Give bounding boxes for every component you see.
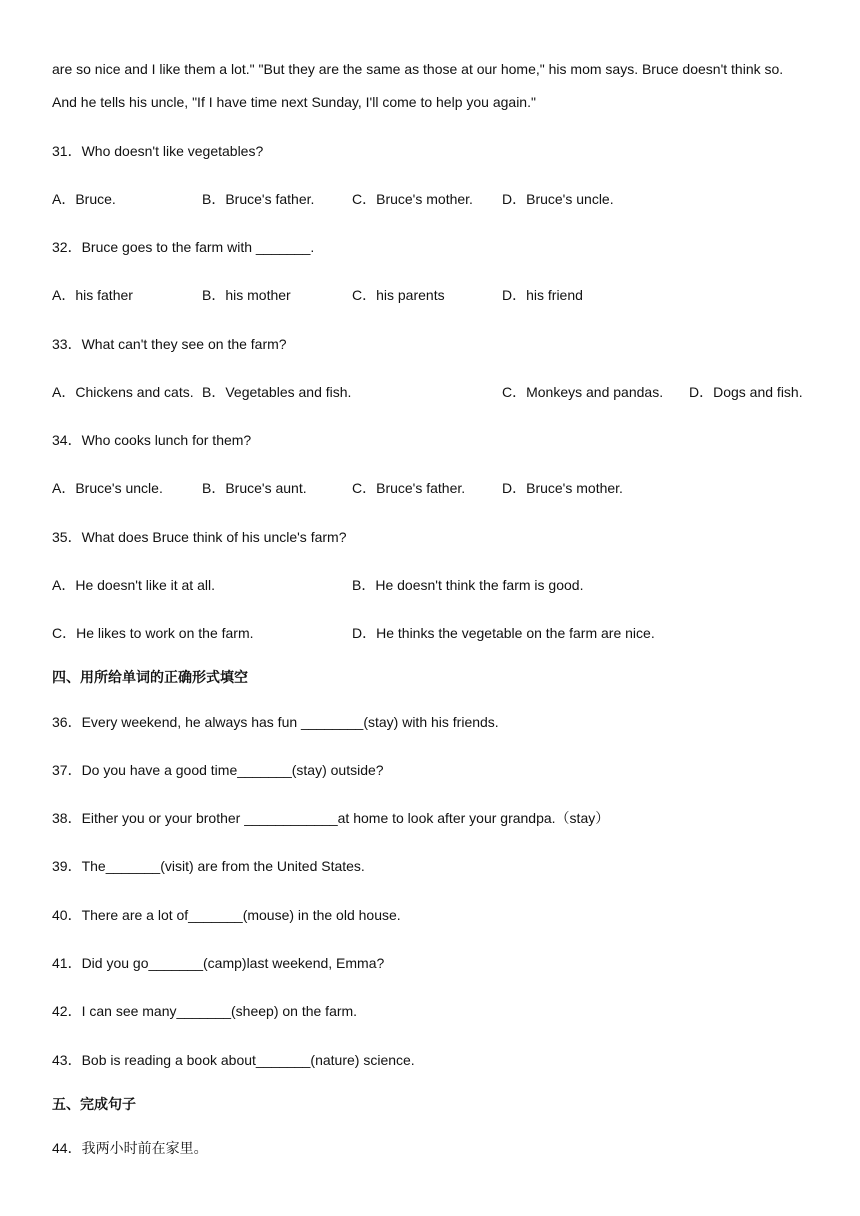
fill-item-36: 36．Every weekend, he always has fun ________(stay) with his friends. (52, 714, 499, 730)
option-c: C．He likes to work on the farm. (52, 625, 254, 641)
option-c: C．Bruce's mother. (352, 191, 473, 207)
section-5-heading: 五、完成句子 (52, 1096, 136, 1112)
option-d: D．his friend (502, 287, 583, 303)
option-a: A．Bruce's uncle. (52, 480, 163, 496)
sentence-item-44: 44．我两小时前在家里。 (52, 1140, 208, 1156)
fill-item-38: 38．Either you or your brother ____________at home to look after your grandpa.（stay） (52, 810, 610, 826)
option-d: D．Bruce's mother. (502, 480, 623, 496)
question-number: 33． (52, 336, 82, 352)
fill-item-40: 40．There are a lot of_______(mouse) in the old house. (52, 907, 401, 923)
option-a: A．He doesn't like it at all. (52, 577, 215, 593)
fill-item-41: 41．Did you go_______(camp)last weekend, Emma? (52, 955, 385, 971)
option-d: D．He thinks the vegetable on the farm are nice. (352, 625, 655, 641)
question-34 (52, 430, 251, 450)
fill-item-37: 37．Do you have a good time_______(stay) outside? (52, 762, 384, 778)
option-d: D．Dogs and fish. (689, 384, 803, 400)
fill-item-39: 39．The_______(visit) are from the United States. (52, 858, 365, 874)
option-c: C．his parents (352, 287, 445, 303)
option-c: C．Monkeys and pandas. (502, 384, 664, 400)
question-number: 34． (52, 432, 82, 448)
question-text: Who doesn't like vegetables? (81, 143, 264, 159)
question-number: 31． (52, 143, 82, 159)
question-text: Who cooks lunch for them? (81, 432, 252, 448)
option-d: D．Bruce's uncle. (502, 191, 614, 207)
option-b: B．his mother (202, 287, 291, 303)
option-a: A．Chickens and cats. (52, 384, 194, 400)
option-b: B．Bruce's father. (202, 191, 315, 207)
fill-item-42: 42．I can see many_______(sheep) on the farm. (52, 1003, 358, 1019)
fill-item-43: 43．Bob is reading a book about_______(nature) science. (52, 1052, 415, 1068)
question-text: What does Bruce think of his uncle's farm? (81, 529, 347, 545)
section-4-heading: 四、用所给单词的正确形式填空 (52, 669, 248, 685)
passage-line-2 (52, 92, 536, 112)
passage-text: And he tells his uncle, "If I have time next Sunday, I'll come to help you again." (52, 94, 536, 110)
option-a: A．Bruce. (52, 191, 116, 207)
question-31 (52, 141, 263, 161)
question-text: Bruce goes to the farm with _______. (81, 239, 315, 255)
question-number: 35． (52, 529, 82, 545)
option-a: A．his father (52, 287, 133, 303)
question-text: What can't they see on the farm? (81, 336, 287, 352)
question-number: 32． (52, 239, 82, 255)
option-b: B．Bruce's aunt. (202, 480, 307, 496)
question-35 (52, 527, 346, 547)
question-32 (52, 237, 314, 257)
passage-line-1 (52, 59, 783, 79)
passage-text: are so nice and I like them a lot." "But they are the same as those at our home," his mom says. Bruce doesn't think so. (52, 61, 784, 77)
question-33 (52, 334, 287, 354)
option-b: B．He doesn't think the farm is good. (352, 577, 584, 593)
option-c: C．Bruce's father. (352, 480, 466, 496)
option-b: B．Vegetables and fish. (202, 384, 352, 400)
